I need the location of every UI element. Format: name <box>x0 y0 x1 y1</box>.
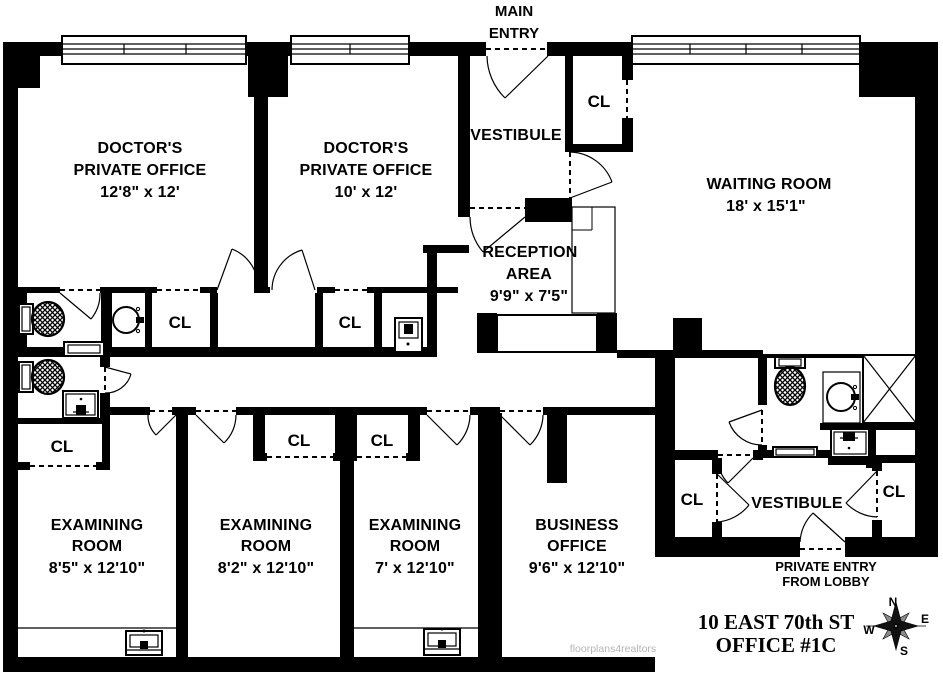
waiting-room-dims: 18' x 15'1" <box>726 198 806 215</box>
round-sink-icon <box>113 307 144 333</box>
doctors-office-2-label: PRIVATE OFFICE <box>299 162 433 179</box>
window-waiting-room <box>632 36 860 64</box>
exam-room-2-label: EXAMINING <box>219 517 313 534</box>
bathroom-sink-room <box>823 372 860 423</box>
window-office-1 <box>62 36 246 64</box>
vanity-sink-icon <box>63 391 98 418</box>
doctors-office-2-label: DOCTOR'S <box>323 140 409 157</box>
reception-label: AREA <box>505 266 553 283</box>
exam-sink-icon <box>126 630 162 656</box>
vanity-sink-icon <box>831 429 869 457</box>
utility-sink-icon <box>395 318 422 352</box>
closet-label: CL <box>587 92 611 111</box>
doctors-office-1-dims: 12'8" x 12' <box>100 184 180 201</box>
exam-room-2-label: ROOM <box>240 538 292 555</box>
toilet-icon <box>775 357 805 405</box>
compass-rose-icon <box>863 595 929 658</box>
main-entry-label: MAIN <box>494 3 534 20</box>
exam-room-1-label: ROOM <box>71 538 123 555</box>
exam-sink-icon <box>424 628 460 656</box>
closet-label: CL <box>50 437 74 456</box>
window-office-2 <box>291 36 409 64</box>
compass-n-label: N <box>888 595 898 609</box>
exam-room-2-dims: 8'2" x 12'10" <box>217 560 315 577</box>
door-swings <box>30 49 877 549</box>
waiting-room-label: WAITING ROOM <box>706 176 832 193</box>
business-office-label: BUSINESS <box>535 517 619 534</box>
medicine-cabinet-icon <box>64 342 104 356</box>
doctors-office-1-label: DOCTOR'S <box>97 140 183 157</box>
shower-icon <box>863 355 916 423</box>
business-office-label: OFFICE <box>547 538 607 555</box>
business-office-dims: 9'6" x 12'10" <box>528 560 626 577</box>
address-line: OFFICE #1C <box>715 633 837 657</box>
private-entry-label: PRIVATE ENTRY <box>775 559 877 574</box>
compass-e-label: E <box>920 612 930 626</box>
compass-s-label: S <box>899 644 909 658</box>
closet-label: CL <box>680 490 704 509</box>
doctors-office-1-label: PRIVATE OFFICE <box>73 162 207 179</box>
toilet-icon <box>19 302 64 336</box>
exam-room-1-dims: 8'5" x 12'10" <box>48 560 146 577</box>
exam-room-1-label: EXAMINING <box>50 517 144 534</box>
closet-label: CL <box>287 431 311 450</box>
compass-w-label: W <box>863 623 875 637</box>
exam-room-3-label: EXAMINING <box>368 517 462 534</box>
address-line: 10 EAST 70th ST <box>697 610 855 634</box>
reception-label: RECEPTION <box>482 244 578 261</box>
closet-label: CL <box>882 482 906 501</box>
closet-label: CL <box>168 313 192 332</box>
reception-dims: 9'9" x 7'5" <box>489 288 569 305</box>
closet-label: CL <box>370 431 394 450</box>
vestibule-bottom-label: VESTIBULE <box>751 495 843 512</box>
doctors-office-2-dims: 10' x 12' <box>334 184 398 201</box>
main-entry-label: ENTRY <box>488 25 540 42</box>
watermark: floorplans4realtors <box>569 643 657 655</box>
exam-room-3-label: ROOM <box>389 538 441 555</box>
exam-room-3-dims: 7' x 12'10" <box>375 560 455 577</box>
toilet-icon <box>19 360 64 394</box>
shelf-icon <box>773 447 817 457</box>
closet-label: CL <box>338 313 362 332</box>
private-entry-label: FROM LOBBY <box>782 574 870 589</box>
vestibule-top-label: VESTIBULE <box>470 127 562 144</box>
